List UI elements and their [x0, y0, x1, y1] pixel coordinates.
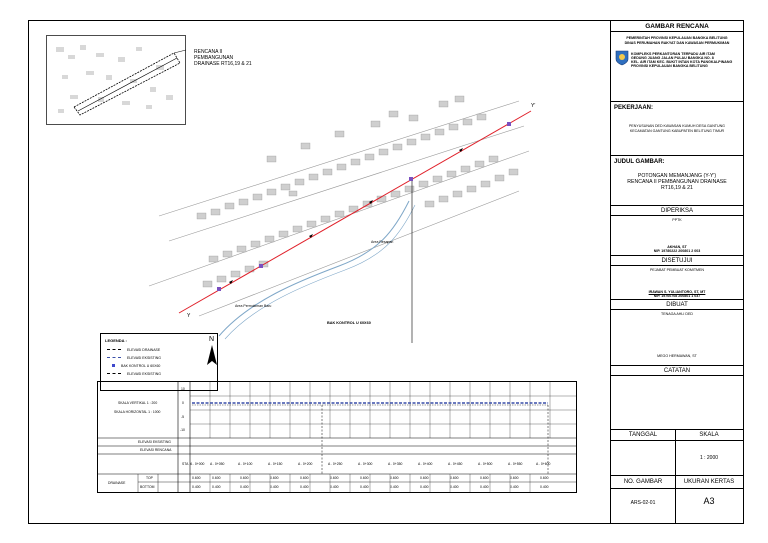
judul-line: POTONGAN MEMANJANG (Y-Y') — [637, 173, 717, 179]
scale-vertical: SKALA VERTIKAL 1 : 200 — [118, 401, 158, 405]
owner-address: GEDUNG JUANG JALAN PULAU BANGKA NO. 8 — [631, 56, 714, 60]
north-label: N — [209, 336, 215, 343]
legend-item-label: BAK KONTROL U 60X60 — [121, 363, 161, 368]
row-label-elev-existing: ELEVASI EKSISTING — [138, 440, 171, 444]
station-label: A . 0+300 — [358, 462, 373, 466]
bottom-value: 0.400 — [330, 485, 339, 489]
tb-judul-cell — [611, 156, 743, 206]
province-seal-icon — [615, 50, 629, 66]
legend-item — [107, 363, 160, 368]
pekerjaan-line: PENYUSUNAN DED KAWASAN KUMUH DESA GANTUNG — [629, 124, 725, 128]
row-label-drainase: DRAINASE — [108, 481, 126, 485]
owner-address: KOMPLEKS PERKANTORAN TERPADU AIR ITAM — [631, 52, 715, 56]
tenaga-ahli: TENAGA AHLI DED — [661, 312, 693, 316]
tb-tanggal-skala-cell — [611, 430, 743, 476]
drawing-area — [29, 21, 609, 523]
bottom-value: 0.400 — [390, 485, 399, 489]
station-label: A . 0+450 — [448, 462, 463, 466]
bottom-value: 0.400 — [510, 485, 519, 489]
catatan: CATATAN — [663, 368, 691, 374]
station-label: A . 0+150 — [268, 462, 283, 466]
tenaga-name: MEGO HERMAWAN, ST — [657, 354, 697, 358]
top-value: 0.600 — [480, 476, 489, 480]
skala: SKALA — [699, 432, 719, 438]
tb-ppk-cell — [611, 266, 743, 300]
legend-item — [107, 355, 161, 360]
station-label: A . 0+500 — [478, 462, 493, 466]
legend-item — [107, 371, 161, 376]
bottom-value: 0.400 — [540, 485, 549, 489]
drawing-sheet — [28, 20, 744, 524]
inset-label-line-1: RENCANA II — [194, 49, 223, 55]
profile-section — [97, 381, 577, 493]
inset-label-line-2: PEMBANGUNAN — [194, 55, 234, 61]
station-row — [190, 462, 576, 468]
dash-blue-icon — [107, 357, 121, 358]
station-label: A . 0+550 — [508, 462, 523, 466]
bottom-value: 0.400 — [360, 485, 369, 489]
disetujui: DISETUJUI — [661, 258, 693, 264]
no-gambar-value: ARS-02-01 — [630, 500, 656, 506]
top-value: 0.600 — [390, 476, 399, 480]
tb-header: GAMBAR RENCANA — [645, 23, 709, 30]
tb-pekerjaan-cell — [611, 102, 743, 156]
bottom-value: 0.400 — [450, 485, 459, 489]
axis-tick: -5 — [181, 415, 185, 419]
pekerjaan-line: KECAMATAN GANTUNG KABUPATEN BELITUNG TIMUR — [629, 129, 725, 133]
bottom-value: 0.400 — [192, 485, 201, 489]
legend-title: LEGENDA : — [105, 338, 127, 343]
row-label-bottom: BOTTOM — [140, 485, 155, 489]
inset-label — [194, 49, 252, 67]
tanggal: TANGGAL — [628, 432, 658, 438]
bottom-value: 0.400 — [212, 485, 221, 489]
owner-address: PROVINSI KEPULAUAN BANGKA BELITUNG — [631, 64, 708, 68]
square-blue-icon — [112, 364, 115, 367]
bottom-value: 0.400 — [240, 485, 249, 489]
dash-black-icon — [107, 349, 121, 350]
tb-header-cell — [611, 21, 743, 32]
ppk-name: IRAWAN S. YULIANTORO, ST, MT — [648, 290, 706, 294]
bottom-row — [190, 485, 576, 491]
station-label: A . 0+050 — [210, 462, 225, 466]
owner-address: KEL. AIR ITAM KEC. BUKIT INTAN KOTA PANGKALPINANG — [631, 60, 733, 64]
site-plan — [139, 81, 539, 351]
row-label-sta: STA — [182, 462, 189, 466]
station-label: A . 0+600 — [536, 462, 551, 466]
top-value: 0.600 — [540, 476, 549, 480]
pptk-name: AKHAN, ST — [667, 245, 687, 249]
top-value: 0.600 — [300, 476, 309, 480]
ukuran-kertas: UKURAN KERTAS — [683, 479, 735, 485]
bottom-value: 0.400 — [270, 485, 279, 489]
tb-disetujui-cell — [611, 256, 743, 266]
top-value: 0.600 — [420, 476, 429, 480]
judul-line: RT16,19 & 21 — [661, 185, 693, 191]
label-area-permukiman: Area Permukiman Baru — [235, 304, 272, 308]
axis-tick: 0 — [182, 401, 184, 405]
station-label: A . 0+200 — [298, 462, 313, 466]
top-value: 0.600 — [240, 476, 249, 480]
judul-label: JUDUL GAMBAR: — [614, 159, 665, 165]
legend-item-label: ELEVASI DRAINASE — [127, 347, 161, 352]
judul-line: RENCANA II PEMBANGUNAN DRAINASE — [627, 179, 727, 185]
tb-dibuat-cell — [611, 300, 743, 310]
top-value: 0.600 — [270, 476, 279, 480]
tb-tenaga-cell — [611, 310, 743, 366]
tb-catatan-cell — [611, 366, 743, 376]
top-value: 0.600 — [450, 476, 459, 480]
legend-item-label: ELEVASI EKSISTING — [127, 371, 161, 376]
top-value: 0.600 — [330, 476, 339, 480]
axis-tick: -10 — [180, 428, 185, 432]
station-label: A . 0+000 — [190, 462, 205, 466]
top-value: 0.600 — [360, 476, 369, 480]
top-value: 0.600 — [192, 476, 201, 480]
dash-arrow-icon — [107, 373, 121, 374]
station-label: A . 0+350 — [388, 462, 403, 466]
pekerjaan-label: PEKERJAAN: — [614, 105, 654, 111]
tb-owner-cell — [611, 32, 743, 102]
skala-value: 1 : 2000 — [699, 455, 719, 461]
tb-pptk-cell — [611, 216, 743, 256]
station-label: A . 0+250 — [328, 462, 343, 466]
dibuat: DIBUAT — [666, 302, 688, 308]
top-value: 0.600 — [212, 476, 221, 480]
pptk-nip: NIP. 19780222 200801 2 003 — [653, 249, 701, 253]
owner-line: PEMERINTAH PROVINSI KEPULAUAN BANGKA BELITUNG — [626, 36, 728, 40]
top-value: 0.600 — [510, 476, 519, 480]
legend-item — [107, 347, 160, 352]
label-bak-kontrol: BAK KONTROL U 60X60 — [327, 321, 371, 325]
top-row — [190, 476, 576, 482]
row-label-elev-plan: ELEVASI RENCANA — [140, 448, 172, 452]
title-block — [610, 21, 743, 523]
no-gambar: NO. GAMBAR — [623, 479, 663, 485]
station-label: A . 0+100 — [238, 462, 253, 466]
bottom-value: 0.400 — [480, 485, 489, 489]
drainage-route — [179, 111, 531, 313]
tb-notes-cell — [611, 376, 743, 430]
tb-nogambar-cell — [611, 476, 743, 523]
scale-horizontal: SKALA HORIZONTAL 1 : 1000 — [114, 410, 161, 414]
north-arrow-icon — [201, 333, 223, 369]
inset-label-line-3: DRAINASE RT16,19 & 21 — [194, 61, 252, 67]
ppk: PEJABAT PEMBUAT KOMITMEN — [649, 268, 705, 272]
owner-line: DINAS PERUMAHAN RAKYAT DAN KAWASAN PERMUKIMAN — [624, 41, 730, 45]
row-label-top: TOP — [146, 476, 153, 480]
diperiksa: DIPERIKSA — [660, 208, 693, 214]
label-area-resapan: Area Resapan — [371, 240, 394, 244]
legend-item-label: ELEVASI EKSISTING — [127, 355, 161, 360]
axis-tick: 10 — [181, 387, 185, 391]
ppk-nip: NIP. 19760708 200801 1 037 — [653, 294, 701, 298]
marker-y-prime: Y' — [531, 103, 536, 109]
pptk: PPTK — [672, 218, 682, 222]
marker-y: Y — [187, 313, 191, 319]
tb-diperiksa-cell — [611, 206, 743, 216]
ukuran-value: A3 — [703, 496, 715, 506]
bottom-value: 0.400 — [420, 485, 429, 489]
station-label: A . 0+400 — [418, 462, 433, 466]
buildings — [197, 96, 518, 287]
bottom-value: 0.400 — [300, 485, 309, 489]
